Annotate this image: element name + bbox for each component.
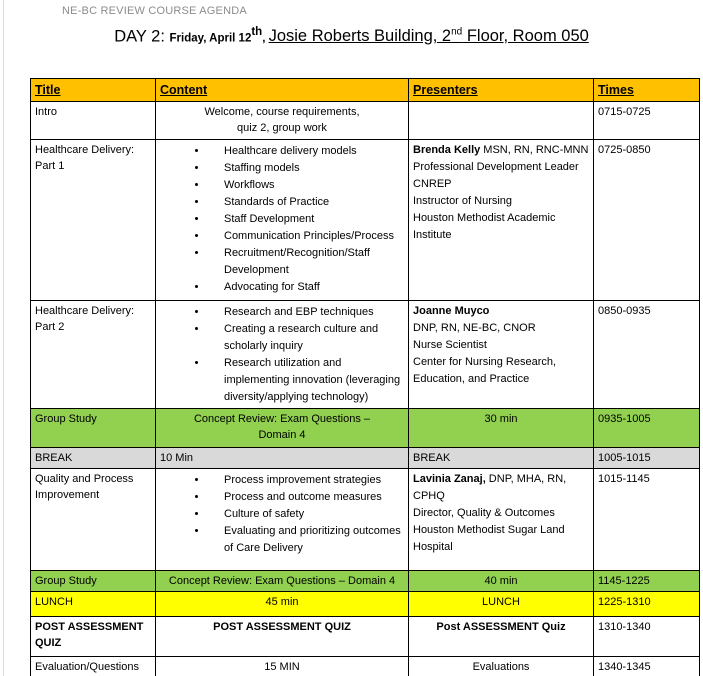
column-header-content: Content bbox=[156, 79, 409, 102]
hc1-times-cell: 0725-0850 bbox=[594, 140, 700, 301]
post-presenters-cell: Post ASSESSMENT Quiz bbox=[409, 617, 594, 657]
group1-content-cell: Concept Review: Exam Questions – Domain 4 bbox=[156, 409, 409, 448]
hc2-content-cell bbox=[156, 301, 409, 409]
column-header-presenters: Presenters bbox=[409, 79, 594, 102]
title-day: DAY 2: bbox=[114, 27, 170, 46]
title-date-separator: , bbox=[262, 32, 269, 45]
intro-title-cell: Intro bbox=[31, 102, 156, 140]
eval-times-cell: 1340-1345 bbox=[594, 657, 700, 676]
document-label: NE-BC REVIEW COURSE AGENDA bbox=[62, 5, 247, 17]
lunch-content-cell: 45 min bbox=[156, 592, 409, 617]
quality-times-cell: 1015-1145 bbox=[594, 469, 700, 571]
hc2-title-cell: Healthcare Delivery: Part 2 bbox=[31, 301, 156, 409]
title-location-ordinal: nd bbox=[451, 26, 463, 38]
hc1-presenters-cell: Brenda Kelly MSN, RN, RNC-MNN Professional Development Leader CNREP Instructor of Nursing Houston Methodist Academic Institute bbox=[409, 140, 594, 301]
presenter-name: Lavinia Zanaj, bbox=[413, 473, 486, 485]
post-times-cell: 1310-1340 bbox=[594, 617, 700, 657]
row-lunch bbox=[31, 592, 700, 617]
eval-content-cell: 15 MIN bbox=[156, 657, 409, 676]
quality-bullet-list: • Process improvement strategies • Process and outcome measures • Culture of safety • Evaluating and prioritizing outcomes of Care Delivery bbox=[160, 472, 404, 557]
post-title-cell: POST ASSESSMENT QUIZ bbox=[31, 617, 156, 657]
presenter-name: Joanne Muyco bbox=[413, 305, 490, 317]
hc2-presenters-cell: Joanne Muyco DNP, RN, NE-BC, CNOR Nurse Scientist Center for Nursing Research, Education, and Practice bbox=[409, 301, 594, 409]
title-date-ordinal: th bbox=[251, 26, 263, 38]
table-header-row bbox=[31, 79, 700, 102]
title-location-rest: Floor, Room 050 bbox=[462, 27, 589, 46]
row-group-study-2 bbox=[31, 571, 700, 592]
eval-title-cell: Evaluation/Questions bbox=[31, 657, 156, 676]
lunch-title-cell: LUNCH bbox=[31, 592, 156, 617]
group2-times-cell: 1145-1225 bbox=[594, 571, 700, 592]
row-evaluation-questions bbox=[31, 657, 700, 676]
intro-presenters-cell bbox=[409, 102, 594, 140]
break-content-cell: 10 Min bbox=[156, 448, 409, 469]
row-healthcare-delivery-2 bbox=[31, 301, 700, 409]
hc2-times-cell: 0850-0935 bbox=[594, 301, 700, 409]
break-presenters-cell: BREAK bbox=[409, 448, 594, 469]
lunch-times-cell: 1225-1310 bbox=[594, 592, 700, 617]
hc1-content-cell bbox=[156, 140, 409, 301]
intro-times-cell: 0715-0725 bbox=[594, 102, 700, 140]
column-header-times: Times bbox=[594, 79, 700, 102]
hc1-bullet-list: • Healthcare delivery models • Staffing models • Workflows • Standards of Practice • Staff Development • Communication Principles/Process • Recruitment/Recognition/Staff Development • Advocating for Staff bbox=[160, 143, 404, 296]
quality-presenters-cell: Lavinia Zanaj, DNP, MHA, RN, CPHQ Director, Quality & Outcomes Houston Methodist Sugar Land Hospital bbox=[409, 469, 594, 571]
title-date: Friday, April 12 bbox=[169, 32, 252, 45]
group1-title-cell: Group Study bbox=[31, 409, 156, 448]
eval-presenters-cell: Evaluations bbox=[409, 657, 594, 676]
column-header-title: Title bbox=[31, 79, 156, 102]
break-title-cell: BREAK bbox=[31, 448, 156, 469]
row-group-study-1 bbox=[31, 409, 700, 448]
row-break bbox=[31, 448, 700, 469]
group2-presenters-cell: 40 min bbox=[409, 571, 594, 592]
intro-content-cell: Welcome, course requirements, quiz 2, group work bbox=[156, 102, 409, 140]
title-location bbox=[269, 27, 589, 45]
presenter-credentials: MSN, RN, RNC-MNN bbox=[480, 144, 589, 156]
page-edge-line bbox=[3, 0, 4, 676]
row-quality-process-improvement bbox=[31, 469, 700, 571]
quality-title-cell: Quality and Process Improvement bbox=[31, 469, 156, 571]
quality-content-cell bbox=[156, 469, 409, 571]
group1-times-cell: 0935-1005 bbox=[594, 409, 700, 448]
break-times-cell: 1005-1015 bbox=[594, 448, 700, 469]
lunch-presenters-cell: LUNCH bbox=[409, 592, 594, 617]
presenter-name: Brenda Kelly bbox=[413, 144, 481, 156]
page-title bbox=[0, 21, 703, 49]
row-healthcare-delivery-1 bbox=[31, 140, 700, 301]
hc2-bullet-list: • Research and EBP techniques • Creating a research culture and scholarly inquiry • Research utilization and implementing innovation (leveraging diversity/applying technology) bbox=[160, 304, 404, 406]
presenter-credentials: DNP, MHA, RN, CPHQ bbox=[413, 473, 567, 502]
group2-content-cell: Concept Review: Exam Questions – Domain 4 bbox=[156, 571, 409, 592]
row-post-assessment-quiz bbox=[31, 617, 700, 657]
hc1-title-cell: Healthcare Delivery: Part 1 bbox=[31, 140, 156, 301]
agenda-table bbox=[30, 78, 700, 676]
title-location-main: Josie Roberts Building, 2 bbox=[268, 27, 452, 46]
row-intro bbox=[31, 102, 700, 140]
group1-presenters-cell: 30 min bbox=[409, 409, 594, 448]
group2-title-cell: Group Study bbox=[31, 571, 156, 592]
post-content-cell: POST ASSESSMENT QUIZ bbox=[156, 617, 409, 657]
